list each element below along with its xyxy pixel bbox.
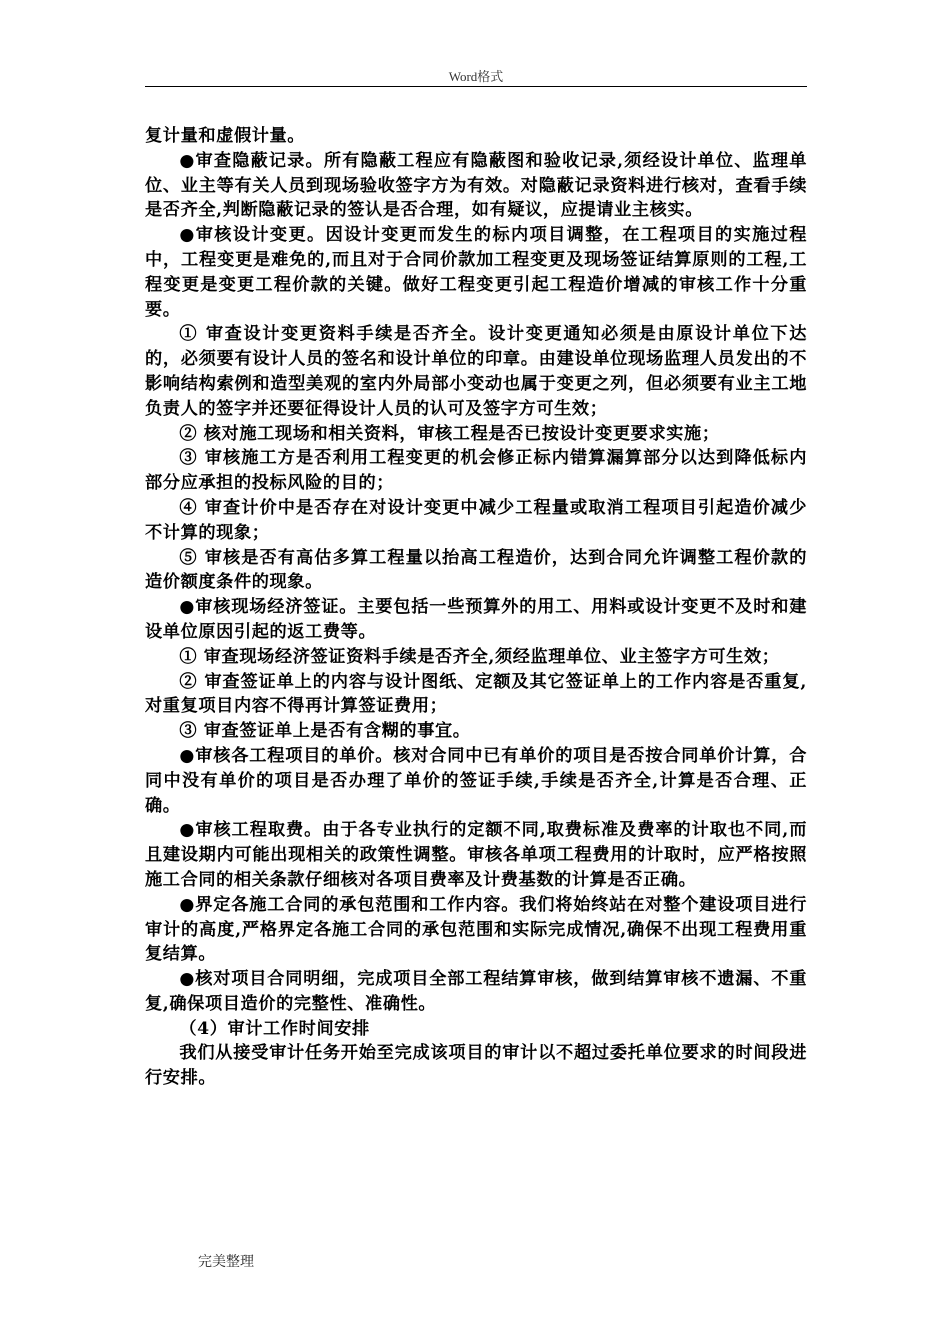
paragraph: ●核对项目合同明细，完成项目全部工程结算审核，做到结算审核不遗漏、不重复,确保项目造价的完整性、准确性。 (145, 969, 807, 1014)
paragraph: 复计量和虚假计量。 (145, 126, 306, 146)
paragraph: ●审核各工程项目的单价。核对合同中已有单价的项目是否按合同单价计算，合同中没有单价的项目是否办理了单价的签证手续,手续是否齐全,计算是否合理、正确。 (145, 745, 807, 816)
page-header: Word格式 (448, 69, 504, 84)
paragraph: ⑤ 审核是否有高估多算工程量以抬高工程造价，达到合同允许调整工程价款的造价额度条件的现象。 (145, 547, 807, 593)
paragraph: ●界定各施工合同的承包范围和工作内容。我们将始终站在对整个建设项目进行审计的高度,严格界定各施工合同的承包范围和实际完成情况,确保不出现工程费用重复结算。 (145, 894, 807, 965)
paragraph: ② 核对施工现场和相关资料，审核工程是否已按设计变更要求实施； (179, 423, 720, 444)
paragraph: ③ 审查签证单上是否有含糊的事宜。 (179, 721, 471, 742)
paragraph: ① 审查设计变更资料手续是否齐全。设计变更通知必须是由原设计单位下达的，必须要有设计人员的签名和设计单位的印章。由建设单位现场监理人员发出的不影响结构索例和造型美观的室内外局部小变动也属于变更之列，但必须要有业主工地负责人的签字并还要征得设计人员的认可及签字方可生效； (145, 324, 807, 419)
paragraph: 我们从接受审计任务开始至完成该项目的审计以不超过委托单位要求的时间段进行安排。 (145, 1043, 807, 1089)
paragraph: ●审核现场经济签证。主要包括一些预算外的用工、用料或设计变更不及时和建设单位原因引起的返工费等。 (145, 597, 807, 642)
page-footer: 完美整理 (198, 1254, 254, 1270)
header-rule (145, 86, 807, 87)
paragraph: ●审查隐蔽记录。所有隐蔽工程应有隐蔽图和验收记录,须经设计单位、监理单位、业主等有关人员到现场验收签字方为有效。对隐蔽记录资料进行核对，查看手续是否齐全,判断隐蔽记录的签认是否合理，如有疑议，应提请业主核实。 (145, 150, 807, 221)
paragraph: ① 审查现场经济签证资料手续是否齐全,须经监理单位、业主签字方可生效； (179, 646, 780, 667)
paragraph: ② 审查签证单上的内容与设计图纸、定额及其它签证单上的工作内容是否重复,对重复项目内容不得再计算签证费用； (145, 671, 807, 717)
paragraph: ③ 审核施工方是否利用工程变更的机会修正标内错算漏算部分以达到降低标内部分应承担的投标风险的目的； (145, 448, 807, 494)
paragraph: ④ 审查计价中是否存在对设计变更中减少工程量或取消工程项目引起造价减少不计算的现象； (145, 497, 807, 543)
paragraph: ●审核工程取费。由于各专业执行的定额不同,取费标准及费率的计取也不同,而且建设期内可能出现相关的政策性调整。审核各单项工程费用的计取时，应严格按照施工合同的相关条款仔细核对各项目费率及计费基数的计算是否正确。 (145, 820, 807, 890)
paragraph: ●审核设计变更。因设计变更而发生的标内项目调整，在工程项目的实施过程中，工程变更是难免的,而且对于合同价款加工程变更及现场签证结算原则的工程,工程变更是变更工程价款的关键。做好工程变更引起工程造价增减的审核工作十分重要。 (145, 225, 807, 320)
document-body (145, 124, 807, 1091)
section-heading: （4）审计工作时间安排 (179, 1018, 370, 1039)
